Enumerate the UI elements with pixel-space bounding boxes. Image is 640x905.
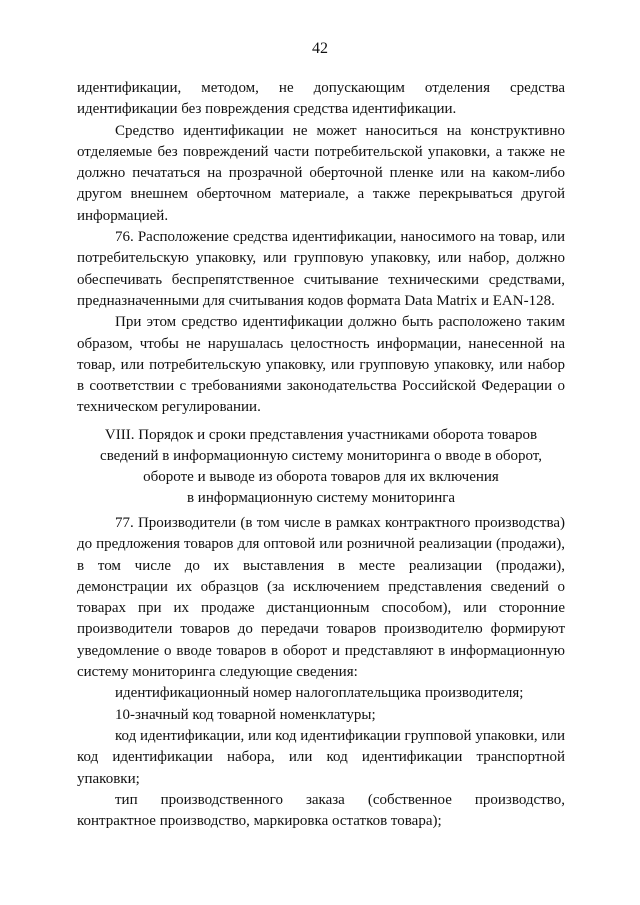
paragraph: идентификации, методом, не допускающим отделения средства идентификации без повреждения средства идентификации. <box>77 80 565 118</box>
list-item: тип производственного заказа (собственное производство, контрактное производство, маркировка остатков товара); <box>77 791 565 830</box>
body-text-top <box>77 78 565 419</box>
list-item: код идентификации, или код идентификации групповой упаковки, или код идентификации набора, или код идентификации транспортной упаковки; <box>77 727 565 787</box>
section-heading-line: обороте и выводе из оборота товаров для их включения <box>143 469 499 485</box>
list-item: 10-значный код товарной номенклатуры; <box>115 706 376 723</box>
paragraph-item-76: 76. Расположение средства идентификации, наносимого на товар, или потребительскую упаковку, или групповую упаковку, или набор, должно обеспечивать беспрепятственное считывание техническими средствами, предназначенными для считывания кодов формата Data Matrix и EAN-128. <box>77 229 565 309</box>
paragraph-item-77: 77. Производители (в том числе в рамках контрактного производства) до предложения товаров для оптовой или розничной реализации (продажи), в том числе до их выставления в месте реализации (продажи), демонстрации их образцов (за исключением представления сведений о товарах при их продаже дистанционным способом), или сторонние производители товаров до передачи товаров производителю формируют уведомление о вводе товаров в оборот и представляют в информационную систему мониторинга следующие сведения: <box>77 515 565 681</box>
section-heading-line: сведений в информационную систему мониторинга о вводе в оборот, <box>100 448 542 464</box>
page-number: 42 <box>312 40 328 57</box>
section-heading-line: VIII. Порядок и сроки представления участниками оборота товаров <box>104 427 538 443</box>
section-heading-line: в информационную систему мониторинга <box>186 490 456 506</box>
list-item: идентификационный номер налогоплательщика производителя; <box>115 685 524 702</box>
paragraph: Средство идентификации не может наноситься на конструктивно отделяемые без повреждений части потребительской упаковки, а также не должно печататься на прозрачной оберточной пленке или на каком-либо другом внешнем оберточном материале, а также перекрываться другой информацией. <box>77 122 565 224</box>
paragraph: При этом средство идентификации должно быть расположено таким образом, чтобы не нарушалась целостность информации, нанесенной на товар, или потребительскую упаковку, или групповую упаковку, или набор в соответствии с требованиями законодательства Российской Федерации о техническом регулировании. <box>77 314 565 416</box>
body-text-bottom <box>77 513 565 832</box>
section-heading <box>90 425 552 509</box>
